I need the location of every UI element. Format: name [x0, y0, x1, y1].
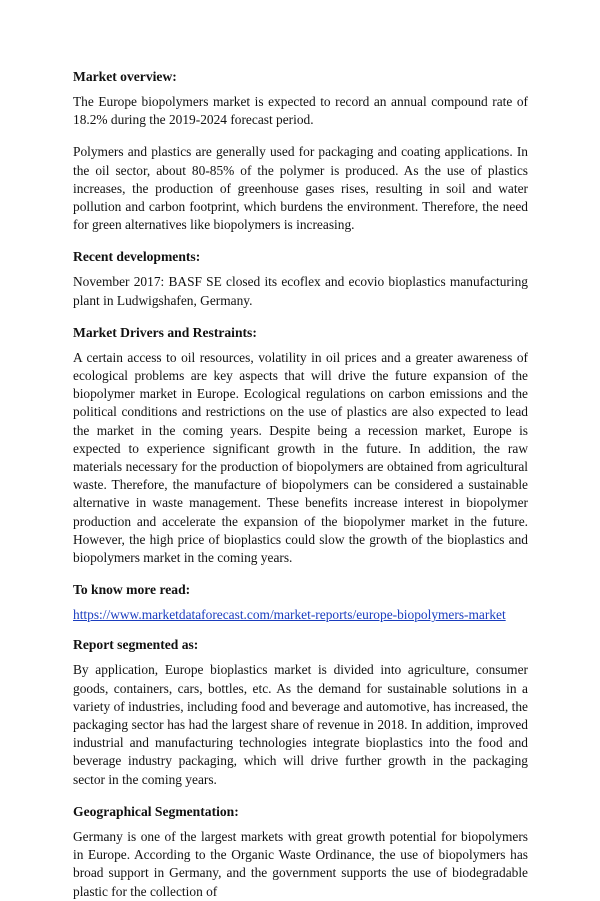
heading-recent-developments: Recent developments:: [73, 249, 201, 265]
paragraph-recent-developments: November 2017: BASF SE closed its ecoflex and ecovio bioplastics manufacturing plant in Ludwigshafen, Germany.: [73, 274, 528, 308]
heading-report-segmented: Report segmented as:: [73, 637, 199, 653]
heading-market-drivers: Market Drivers and Restraints:: [73, 324, 257, 340]
paragraph-market-overview-2: Polymers and plastics are generally used for packaging and coating applications. In the oil sector, about 80-85% of the polymer is produced. As the use of plastics increases, the production of greenhouse gases rises, resulting in soil and water pollution and carbon footprint, which burdens the environment. Therefore, the need for green alternatives like biopolymers is increasing.: [73, 144, 528, 233]
heading-market-overview: Market overview:: [73, 69, 177, 84]
heading-to-know-more: To know more read:: [73, 582, 191, 598]
paragraph-geographical-segmentation: Germany is one of the largest markets with great growth potential for biopolymers in Europe. According to the Organic Waste Ordinance, the use of biopolymers has broad support in Germany, and the government supports the use of biodegradable plastic for the collection of: [73, 828, 528, 899]
link-container: [73, 606, 528, 624]
paragraph-report-segmented: By application, Europe bioplastics market is divided into agriculture, consumer goods, containers, cars, bottles, etc. As the demand for sustainable solutions in a variety of industries, including food and beverage and automotive, has increased, the packaging sector has had the largest share of revenue in 2018. In addition, improved industrial and manufacturing technologies integrate bioplastics into the food and beverage industry packaging, which will drive further growth in the packaging sector in the coming years.: [73, 662, 528, 787]
heading-geographical-segmentation: Geographical Segmentation:: [73, 803, 239, 819]
paragraph-market-overview-1: The Europe biopolymers market is expected to record an annual compound rate of 18.2% during the 2019-2024 forecast period.: [73, 94, 528, 128]
report-link[interactable]: https://www.marketdataforecast.com/market-reports/europe-biopolymers-market: [73, 607, 506, 623]
paragraph-market-drivers: A certain access to oil resources, volatility in oil prices and a greater awareness of ecological problems are key aspects that will drive the future expansion of the biopolymer market in Europe. Ecological regulations on carbon emissions and the political conditions and restrictions on the use of plastics are also expected to lead the market in the coming years. Despite being a recession market, Europe is expected to experience significant growth in the future. In addition, the raw materials necessary for the production of biopolymers are obtained from agricultural waste. Therefore, the manufacture of biopolymers can be considered a sustainable alternative in waste management. These benefits increase interest in biopolymer production and accelerate the expansion of the biopolymer market in the future. However, the high price of bioplastics could slow the growth of the bioplastics and biopolymers market in the coming years.: [73, 349, 528, 566]
